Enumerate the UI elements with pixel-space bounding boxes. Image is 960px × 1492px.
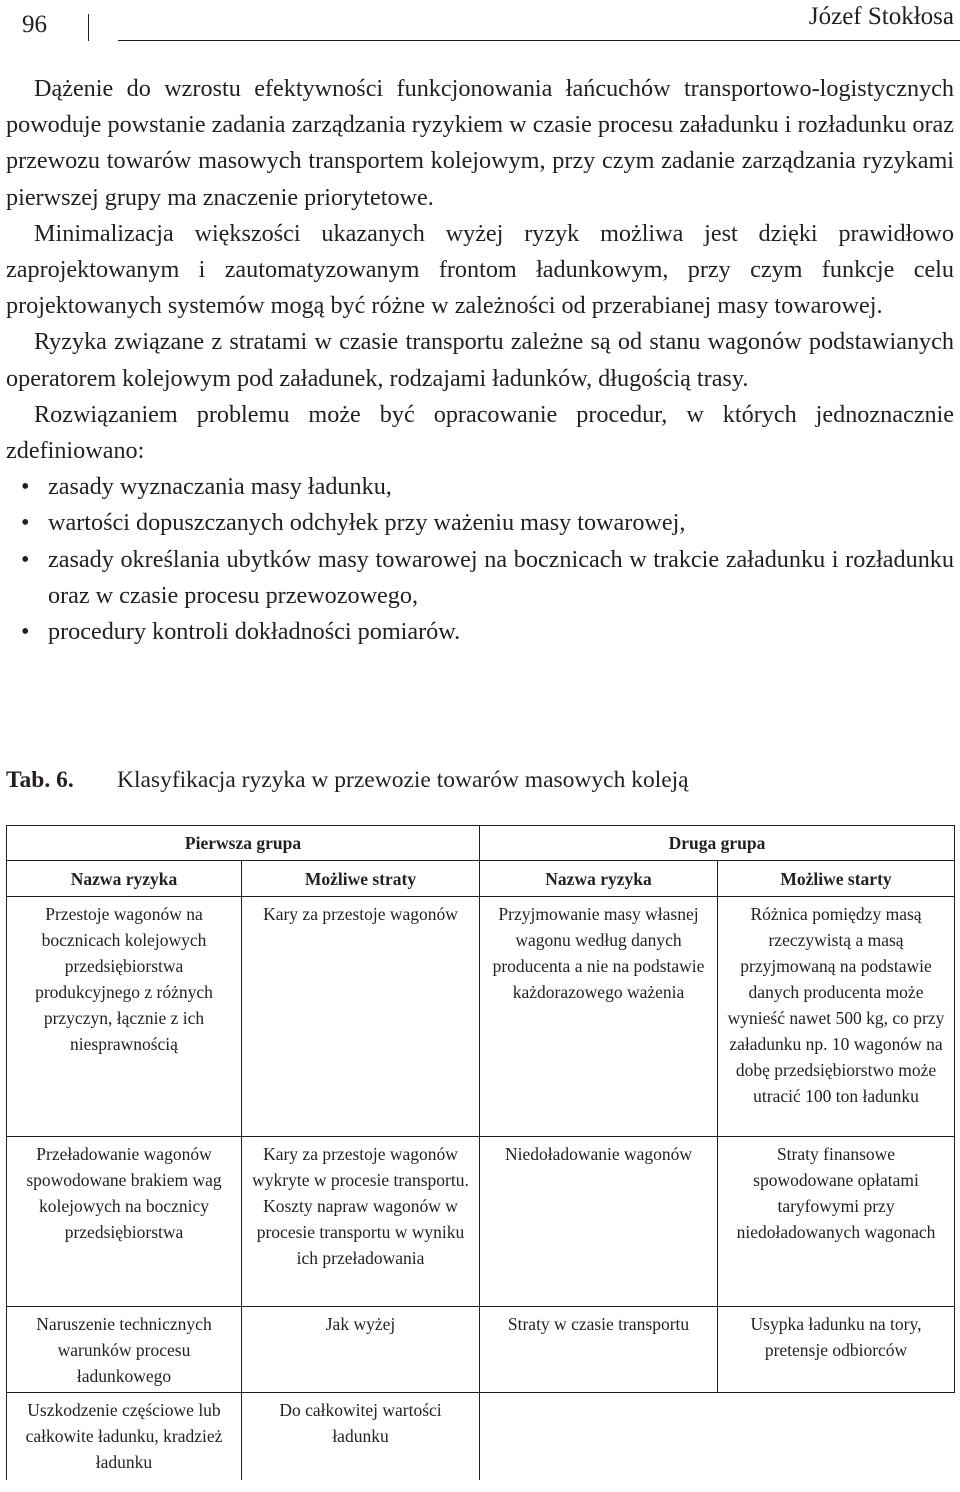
table-row	[7, 1137, 955, 1307]
bullet-icon: •	[21, 618, 30, 646]
list-item-text: zasady określania ubytków masy towarowej na bocznicach w trakcie załadunku i rozładunku oraz w czasie procesu przewozowego,	[48, 545, 954, 609]
table-group-header-row	[7, 826, 955, 861]
bullet-icon: •	[21, 545, 30, 573]
table-cell-empty	[718, 1393, 955, 1481]
body-text	[6, 71, 954, 650]
table-cell: Przestoje wagonów na bocznicach kolejowych przedsiębiorstwa produkcyjnego z różnych przyczyn, łącznie z ich niesprawnością	[7, 897, 242, 1137]
list-item	[6, 505, 954, 541]
header-rule	[118, 40, 960, 41]
list-item-text: zasady wyznaczania masy ładunku,	[48, 473, 392, 501]
risk-classification-table	[6, 825, 955, 1480]
group-header-second: Druga grupa	[480, 826, 955, 861]
table-cell: Kary za przestoje wagonów	[242, 897, 480, 1137]
table-cell: Uszkodzenie częściowe lub całkowite ładunku, kradzież ładunku	[7, 1393, 242, 1481]
list-item-text: procedury kontroli dokładności pomiarów.	[48, 618, 461, 646]
table-caption-label: Tab. 6.	[6, 767, 74, 793]
table-cell-empty	[480, 1393, 718, 1481]
page-number: 96	[22, 11, 47, 38]
table-cell: Jak wyżej	[242, 1307, 480, 1393]
page-header	[0, 0, 960, 44]
table-caption	[6, 762, 689, 798]
column-header: Możliwe starty	[718, 861, 955, 897]
table-cell: Przeładowanie wagonów spowodowane brakiem wag kolejowych na bocznicy przedsiębiorstwa	[7, 1137, 242, 1307]
table-row	[7, 1307, 955, 1393]
list-item	[6, 542, 954, 614]
bullet-icon: •	[21, 509, 30, 537]
table-cell: Do całkowitej wartości ładunku	[242, 1393, 480, 1481]
table-cell: Kary za przestoje wagonów wykryte w procesie transportu. Koszty napraw wagonów w procesie transportu w wyniku ich przeładowania	[242, 1137, 480, 1307]
table-cell: Usypka ładunku na tory, pretensje odbiorców	[718, 1307, 955, 1393]
running-head-author: Józef Stokłosa	[808, 3, 954, 30]
group-header-first: Pierwsza grupa	[7, 826, 480, 861]
header-divider	[88, 14, 89, 41]
table-cell: Naruszenie technicznych warunków procesu ładunkowego	[7, 1307, 242, 1393]
column-header: Nazwa ryzyka	[480, 861, 718, 897]
table-cell: Straty w czasie transportu	[480, 1307, 718, 1393]
list-item-text: wartości dopuszczanych odchyłek przy ważeniu masy towarowej,	[48, 509, 686, 537]
table-cell: Różnica pomiędzy masą rzeczywistą a masą przyjmowaną na podstawie danych producenta może wynieść nawet 500 kg, co przy załadunku np. 10 wagonów na dobę przedsiębiorstwo może utracić 100 ton ładunku	[718, 897, 955, 1137]
list-item	[6, 614, 954, 650]
paragraph: Dążenie do wzrostu efektywności funkcjonowania łańcuchów transportowo-logistycznych powoduje powstanie zadania zarządzania ryzykiem w czasie procesu załadunku i rozładunku oraz przewozu towarów masowych transportem kolejowym, przy czym zadanie zarządzania ryzykami pierwszej grupy ma znaczenie priorytetowe.	[6, 75, 954, 211]
paragraph: Ryzyka związane z stratami w czasie transportu zależne są od stanu wagonów podstawianych operatorem kolejowym pod załadunek, rodzajami ładunków, długością trasy.	[6, 328, 954, 392]
table-column-header-row	[7, 861, 955, 897]
table-row	[7, 1393, 955, 1481]
table-cell: Niedoładowanie wagonów	[480, 1137, 718, 1307]
bullet-icon: •	[21, 473, 30, 501]
bullet-list	[6, 469, 954, 650]
paragraph: Rozwiązaniem problemu może być opracowanie procedur, w których jednoznacznie zdefiniowano:	[6, 400, 954, 465]
table-cell: Przyjmowanie masy własnej wagonu według danych producenta a nie na podstawie każdorazowego ważenia	[480, 897, 718, 1137]
paragraph: Minimalizacja większości ukazanych wyżej ryzyk możliwa jest dzięki prawidłowo zaprojektowanym i zautomatyzowanym frontom ładunkowym, przy czym funkcje celu projektowanych systemów mogą być różne w zależności od przerabianej masy towarowej.	[6, 219, 954, 320]
column-header: Możliwe straty	[242, 861, 480, 897]
table-caption-text: Klasyfikacja ryzyka w przewozie towarów masowych koleją	[117, 767, 689, 793]
table-row	[7, 897, 955, 1137]
table-cell: Straty finansowe spowodowane opłatami taryfowymi przy niedoładowanych wagonach	[718, 1137, 955, 1307]
list-item	[6, 469, 954, 505]
column-header: Nazwa ryzyka	[7, 861, 242, 897]
